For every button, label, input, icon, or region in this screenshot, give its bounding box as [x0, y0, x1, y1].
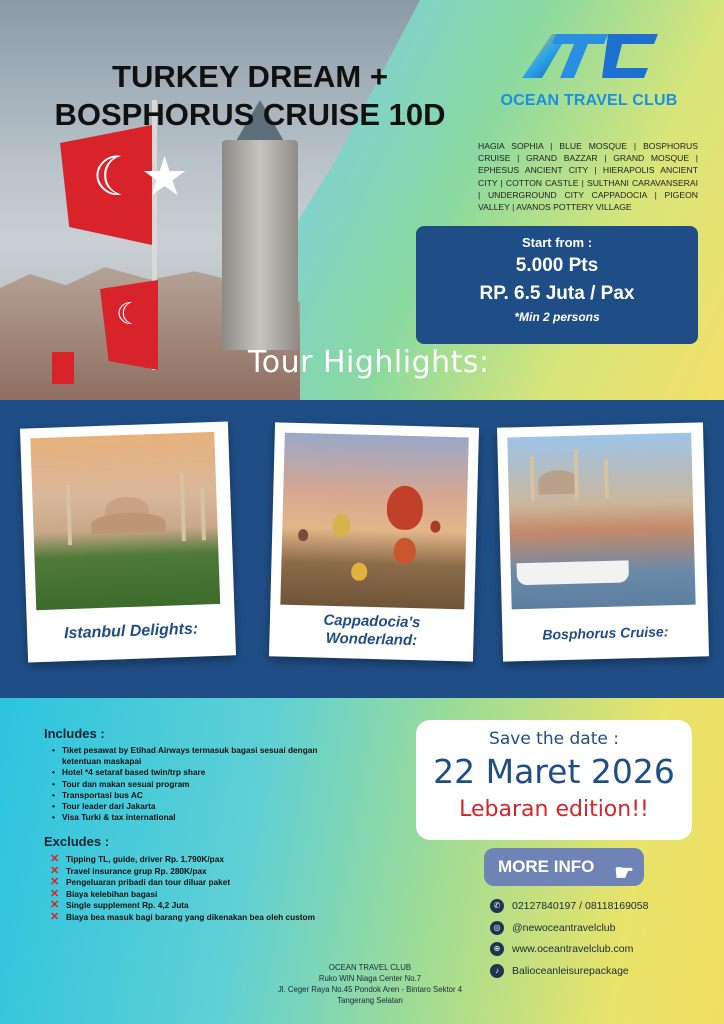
date-value: 22 Maret 2026: [433, 752, 675, 791]
highlight-caption: Istanbul Delights:: [63, 620, 199, 643]
list-item: • Transportasi bus AC: [52, 790, 352, 801]
highlight-card-bosphorus[interactable]: [497, 422, 709, 661]
cruise-ship: [517, 560, 630, 585]
minaret-shape: [530, 457, 535, 501]
minaret-shape: [604, 459, 609, 499]
dome-shape: [538, 470, 579, 495]
hagia-sophia-photo: [30, 432, 220, 610]
list-item: • Tour dan makan sesuai program: [52, 779, 352, 790]
minaret-shape: [574, 450, 579, 500]
contact-text: Balioceanleisurepackage: [512, 964, 629, 977]
contact-phone[interactable]: [490, 898, 710, 920]
phone-icon: ✆: [490, 899, 504, 913]
globe-icon: ⊕: [490, 942, 504, 956]
highlight-card-cappadocia[interactable]: [269, 422, 479, 661]
list-item: • Visa Turki & tax international: [52, 812, 352, 823]
balloon-shape: [351, 562, 367, 580]
minaret-shape: [180, 473, 186, 541]
cross-icon: ✕: [50, 899, 60, 912]
address-line: Tangerang Selatan: [337, 996, 403, 1005]
balloon-shape: [298, 529, 308, 541]
balloon-shape: [430, 520, 440, 532]
tour-title: [40, 58, 460, 134]
cappadocia-photo: [280, 433, 468, 610]
galata-tower: [222, 140, 298, 350]
list-item-text: Biaya kelebihan bagasi: [66, 888, 158, 899]
itinerary-text: HAGIA SOPHIA | BLUE MOSQUE | BOSPHORUS CRUISE | GRAND BAZZAR | GRAND MOSQUE | EPHESUS ANCIENT CITY | HIERAPOLIS ANCIENT CITY | COTTON CASTLE | SULTHANI CARAVANSERAI | UNDERGROUND CITY CAPPADOCIA | PIGEON VALLEY | AVANOS POTTERY VILLAGE: [478, 141, 698, 213]
tiktok-icon: ♪: [490, 964, 504, 978]
list-item-text: Tipping TL, guide, driver Rp. 1.790K/pax: [66, 854, 224, 864]
highlight-card-istanbul[interactable]: [20, 421, 236, 662]
balloon-shape: [332, 514, 351, 536]
list-item: [50, 854, 380, 866]
list-item: [50, 912, 380, 924]
crescent-icon: ☾: [116, 298, 143, 331]
cross-icon: ✕: [50, 887, 60, 900]
save-the-date-box: [416, 720, 692, 840]
price-rupiah: RP. 6.5 Juta / Pax: [479, 283, 635, 304]
list-item-text: Travel insurance grup Rp. 280K/pax: [66, 865, 207, 876]
crescent-icon: ☾★: [92, 147, 189, 207]
dome-shape: [91, 512, 166, 535]
cross-icon: ✕: [50, 864, 60, 877]
price-points: 5.000 Pts: [515, 255, 599, 276]
pointer-hand-icon: ☛: [614, 860, 634, 885]
address-line: Ruko WIN Niaga Center No.7: [318, 974, 422, 983]
includes-list: [52, 745, 352, 823]
contact-tiktok[interactable]: [490, 963, 710, 985]
price-box: [416, 226, 698, 344]
list-item-text: Pengeluaran pribadi dan tour diluar paket: [66, 877, 231, 888]
list-item: [50, 889, 380, 901]
tour-title-line2: BOSPHORUS CRUISE 10D: [54, 97, 446, 132]
balloon-shape: [386, 485, 423, 530]
more-info-button[interactable]: [484, 848, 644, 886]
turkish-flag-mini: [52, 352, 74, 384]
cross-icon: ✕: [50, 853, 60, 865]
cross-icon: ✕: [50, 910, 60, 923]
list-item: [50, 866, 380, 878]
tour-title-line1: TURKEY DREAM +: [112, 59, 388, 94]
list-item: [50, 877, 380, 889]
address-line: Jl. Ceger Raya No.45 Pondok Aren - Bintaro Sektor 4: [277, 985, 463, 994]
address-line: OCEAN TRAVEL CLUB: [328, 963, 412, 972]
balloon-shape: [393, 538, 416, 565]
instagram-icon: ◎: [490, 921, 504, 935]
minaret-shape: [200, 488, 206, 540]
date-edition: Lebaran edition!!: [459, 797, 649, 822]
highlight-caption: Bosphorus Cruise:: [542, 623, 669, 643]
highlights-title: Tour Highlights:: [248, 345, 490, 380]
list-item: • Hotel *4 setaraf based twin/trp share: [52, 767, 352, 778]
brand-name: OCEAN TRAVEL CLUB: [500, 92, 678, 109]
excludes-list: [50, 854, 380, 924]
more-info-label: MORE INFO: [498, 857, 595, 876]
list-item: [50, 900, 380, 912]
list-item: • Tour leader dari Jakarta: [52, 801, 352, 812]
contact-text: www.oceantravelclub.com: [512, 943, 634, 955]
excludes-heading: Excludes :: [44, 834, 110, 849]
list-item-text: Single supplement Rp. 4,2 Juta: [66, 900, 189, 911]
contact-list: [490, 898, 710, 984]
date-label: Save the date :: [489, 729, 619, 749]
price-note: *Min 2 persons: [514, 310, 600, 324]
minaret-shape: [66, 485, 72, 545]
company-address: [250, 962, 490, 1006]
list-item: • Tiket pesawat by Etihad Airways termasuk bagasi sesuai dengan ketentuan maskapai: [52, 745, 352, 767]
cross-icon: ✕: [50, 876, 60, 889]
contact-instagram[interactable]: [490, 920, 710, 942]
contact-text: @newoceantravelclub: [512, 921, 616, 934]
includes-heading: Includes :: [44, 726, 105, 741]
otc-logo-icon: [512, 28, 662, 84]
price-label: Start from :: [521, 235, 593, 250]
bosphorus-photo: [507, 433, 695, 610]
list-item-text: Biaya bea masuk bagi barang yang dikenakan bea oleh custom: [66, 911, 315, 922]
highlight-caption: [269, 610, 474, 651]
highlight-caption-line1: Cappadocia's: [323, 611, 421, 632]
contact-text: 02127840197 / 08118169058: [512, 900, 649, 912]
contact-website[interactable]: [490, 941, 710, 963]
highlight-caption-line2: Wonderland:: [325, 629, 418, 650]
